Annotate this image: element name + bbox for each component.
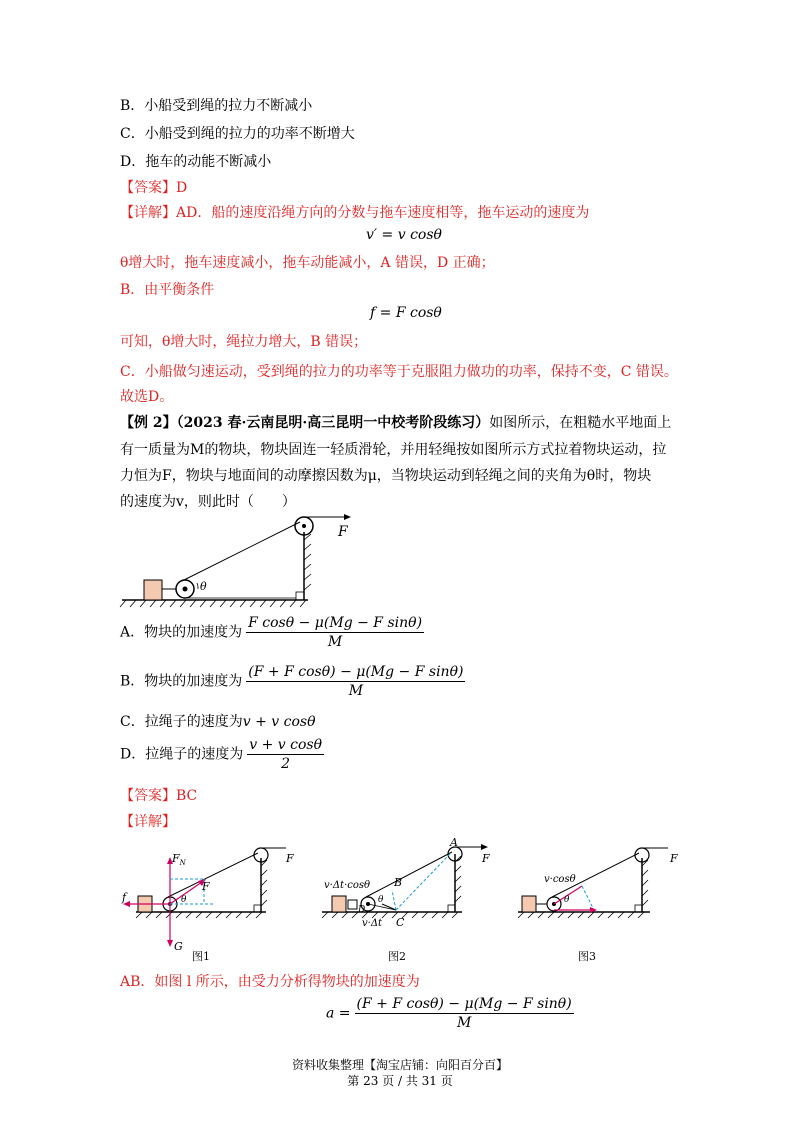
choice-b-num: (F + F cosθ) − μ(Mg − F sinθ): [248, 664, 464, 680]
example-2-line3: 力恒为F，物块与地面间的动摩擦因数为μ，当物块运动到轻绳之间的夹角为θ时，物块: [120, 468, 652, 484]
choice-d-fraction: [247, 737, 324, 772]
option-c: C．小船受到绳的拉力的功率不断增大: [120, 126, 355, 142]
example-2-line4: 的速度为v，则此时（ ）: [120, 494, 296, 510]
main-angle-label: θ: [200, 580, 207, 593]
answer-1: 【答案】D: [120, 180, 188, 196]
formula-a: [326, 996, 574, 1031]
choice-c-prefix: C．拉绳子的速度为: [120, 714, 243, 730]
fig2-label-c: C: [396, 916, 405, 929]
choice-c-expr: v + v cosθ: [242, 714, 316, 730]
choice-d-prefix: D．拉绳子的速度为: [120, 746, 244, 763]
example-tag: 【例 2】: [120, 415, 177, 431]
example-2-line2: 有一质量为M的物块，物块固连一轻质滑轮，并用轻绳按如图所示方式拉着物块运动，拉: [120, 442, 667, 458]
option-b: B．小船受到绳的拉力不断减小: [120, 98, 313, 114]
choice-b-fraction: [246, 664, 465, 699]
fig3-eq: v·cosθ: [544, 874, 576, 885]
fig1-force-label: F: [202, 880, 210, 893]
fig3-force: F: [670, 852, 678, 865]
formula-2: f = F cosθ: [370, 305, 442, 321]
example-source: （2023 春·云南昆明·高三昆明一中校考阶段练习）: [176, 415, 490, 431]
figure-3: [510, 840, 690, 964]
choice-b: [120, 664, 465, 699]
fig1-top-force-label: F: [286, 852, 294, 865]
fig2-force: F: [482, 852, 490, 865]
fig2-caption: 图2: [388, 950, 406, 963]
formula-a-den: M: [456, 1015, 472, 1031]
formula-a-num: (F + F cosθ) − μ(Mg − F sinθ): [356, 996, 572, 1012]
fig1-f-label: f: [122, 891, 127, 904]
choice-a-den: M: [327, 634, 343, 650]
choice-c: [120, 711, 316, 731]
explain-1-line1: 【详解】AD．船的速度沿绳方向的分数与拖车速度相等，拖车运动的速度为: [120, 205, 590, 221]
choice-d-den: 2: [281, 756, 291, 772]
choice-b-prefix: B．物块的加速度为: [120, 673, 243, 690]
explain-1-line2: θ增大时，拖车速度减小，拖车动能减小，A 错误，D 正确；: [120, 255, 495, 271]
explain-2-line1: AB．如图 l 所示，由受力分析得物块的加速度为: [120, 974, 420, 990]
fig1-theta-label: θ: [181, 895, 187, 905]
fig2-eq1: v·Δt·cosθ: [324, 880, 371, 891]
main-force-label: F: [338, 524, 348, 540]
formula-1: v′ = v cosθ: [366, 227, 442, 243]
explain-2-tag: 【详解】: [120, 814, 176, 830]
choice-d: [120, 737, 324, 772]
fig3-theta: θ: [564, 895, 570, 905]
main-figure: [118, 512, 358, 612]
fig2-label-a: A: [450, 836, 458, 849]
fig2-label-d: D: [358, 905, 366, 915]
choice-b-den: M: [348, 683, 364, 699]
explain-1-line5: C．小船做匀速运动，受到绳的拉力的功率等于克服阻力做功的功率，保持不变，C 错误。: [120, 364, 678, 380]
formula-a-fraction: [355, 996, 574, 1031]
fig1-g-label: G: [174, 940, 183, 953]
example-text1: 如图所示，在粗糙水平地面上: [489, 415, 672, 431]
figure-1: [118, 840, 294, 964]
choice-a: [120, 615, 424, 650]
fig3-caption: 图3: [578, 950, 596, 963]
choice-a-fraction: [246, 615, 424, 650]
fig2-theta: θ: [378, 895, 384, 905]
fig2-label-b: B: [394, 876, 403, 889]
formula-a-lhs: a =: [326, 1005, 351, 1022]
explain-1-line6: 故选D。: [120, 389, 174, 405]
choice-d-num: v + v cosθ: [249, 737, 323, 753]
choice-a-num: F cosθ − μ(Mg − F sinθ): [248, 615, 423, 631]
explain-1-line3: B．由平衡条件: [120, 282, 215, 298]
explain-1-line4: 可知，θ增大时，绳拉力增大，B 错误；: [120, 334, 368, 350]
fig1-fn-label: $F_N$: [172, 852, 186, 867]
answer-2: 【答案】BC: [120, 788, 198, 804]
choice-a-prefix: A．物块的加速度为: [120, 624, 243, 641]
option-d: D．拖车的动能不断减小: [120, 154, 272, 170]
footer-page: 第 23 页 / 共 31 页: [347, 1074, 453, 1088]
fig1-caption: 图1: [192, 950, 210, 963]
figure-2: [312, 834, 502, 964]
block: [144, 580, 162, 600]
fig2-eq2: v·Δt: [362, 918, 383, 929]
footer-source: 资料收集整理【淘宝店铺：向阳百分百】: [291, 1058, 508, 1072]
example-2-line1: [120, 413, 671, 433]
